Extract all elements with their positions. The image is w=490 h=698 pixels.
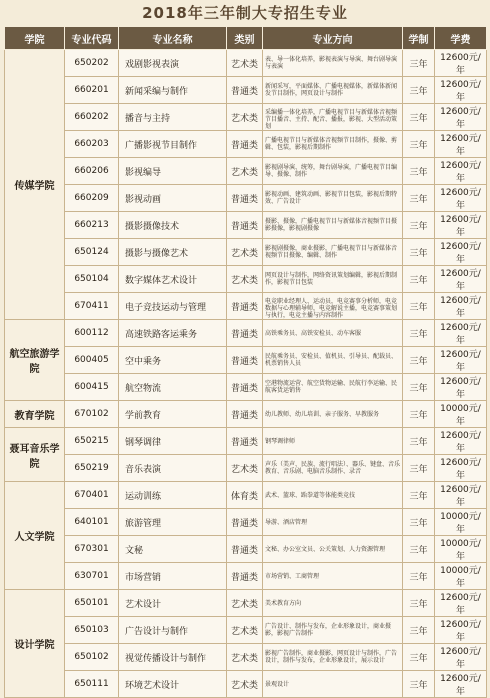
major-name: 影视编导 (119, 158, 227, 185)
major-code: 640101 (65, 509, 119, 536)
header-category: 类别 (227, 27, 263, 50)
major-duration: 三年 (403, 293, 435, 320)
tuition-fee: 12600元/年 (435, 374, 487, 401)
major-direction-cell (263, 401, 403, 428)
major-duration: 三年 (403, 320, 435, 347)
major-code: 660209 (65, 185, 119, 212)
table-row (5, 77, 487, 104)
tuition-fee: 12600元/年 (435, 590, 487, 617)
tuition-fee: 12600元/年 (435, 455, 487, 482)
major-code: 650202 (65, 50, 119, 77)
major-direction-cell (263, 104, 403, 131)
tuition-fee: 12600元/年 (435, 239, 487, 266)
major-code: 660202 (65, 104, 119, 131)
table-row (5, 536, 487, 563)
tuition-fee: 12600元/年 (435, 644, 487, 671)
tuition-fee: 10000元/年 (435, 536, 487, 563)
major-category: 普通类 (227, 77, 263, 104)
header-duration: 学制 (403, 27, 435, 50)
tuition-fee: 12600元/年 (435, 266, 487, 293)
header-code: 专业代码 (65, 27, 119, 50)
major-code: 650103 (65, 617, 119, 644)
major-name: 数字媒体艺术设计 (119, 266, 227, 293)
major-direction-cell (263, 644, 403, 671)
tuition-fee: 12600元/年 (435, 185, 487, 212)
major-direction-cell (263, 482, 403, 509)
major-direction-cell (263, 320, 403, 347)
table-row (5, 671, 487, 698)
tuition-fee: 12600元/年 (435, 428, 487, 455)
major-direction: 摄影、摄像，广播电视节目与新媒体音视频节目摄影摄像，影视剧摄像 (265, 218, 398, 232)
major-category: 艺术类 (227, 455, 263, 482)
table-row (5, 590, 487, 617)
major-code: 600112 (65, 320, 119, 347)
table-row (5, 347, 487, 374)
major-duration: 三年 (403, 131, 435, 158)
major-code: 650215 (65, 428, 119, 455)
major-category: 普通类 (227, 536, 263, 563)
major-name: 影视动画 (119, 185, 227, 212)
major-category: 普通类 (227, 131, 263, 158)
major-direction: 广告设计、制作与发布，企业形象设计，商业摄影，影视广告制作 (265, 623, 392, 637)
major-direction: 电竞职业经理人、运动员，电竞赛事分析师，电竞数据与心理辅导师，电竞解说主播，电竞赛事策划与执行，电竞主播与内容制作 (265, 298, 398, 319)
major-direction-cell (263, 293, 403, 320)
major-duration: 三年 (403, 536, 435, 563)
college-name: 航空旅游学院 (5, 320, 65, 401)
table-row (5, 104, 487, 131)
major-direction: 影视剧导演、统筹，舞台剧导演，广播电视节目编导、摄像、制作 (265, 164, 398, 178)
major-code: 650104 (65, 266, 119, 293)
major-category: 艺术类 (227, 266, 263, 293)
college-name: 设计学院 (5, 590, 65, 698)
major-duration: 三年 (403, 185, 435, 212)
major-category: 艺术类 (227, 50, 263, 77)
major-category: 体育类 (227, 482, 263, 509)
major-category: 艺术类 (227, 590, 263, 617)
table-row (5, 212, 487, 239)
major-direction: 导游、酒店管理 (265, 518, 308, 526)
major-name: 摄影摄像技术 (119, 212, 227, 239)
major-direction: 广播电视节目与新媒体音视频节目制作，摄像、剪辑、包装，影视后期制作 (265, 137, 398, 151)
major-category: 普通类 (227, 320, 263, 347)
table-row (5, 320, 487, 347)
major-code: 660203 (65, 131, 119, 158)
major-duration: 三年 (403, 563, 435, 590)
major-name: 广告设计与制作 (119, 617, 227, 644)
major-name: 艺术设计 (119, 590, 227, 617)
major-direction: 影视广告制作，商业摄影，网页设计与制作，广告设计，制作与发布，企业形象设计，展示设计 (265, 650, 398, 664)
major-duration: 三年 (403, 590, 435, 617)
major-direction-cell (263, 50, 403, 77)
major-direction: 声乐（美声、民族、流行唱法）、器乐、键盘、音乐教育、音乐剧、电脑音乐制作、录音 (265, 461, 401, 475)
major-code: 670102 (65, 401, 119, 428)
major-direction-cell (263, 374, 403, 401)
major-duration: 三年 (403, 104, 435, 131)
tuition-fee: 12600元/年 (435, 50, 487, 77)
major-name: 电子竞技运动与管理 (119, 293, 227, 320)
major-category: 普通类 (227, 401, 263, 428)
college-name: 聂耳音乐学院 (5, 428, 65, 482)
major-direction-cell (263, 77, 403, 104)
major-name: 旅游管理 (119, 509, 227, 536)
college-name: 人文学院 (5, 482, 65, 590)
major-duration: 三年 (403, 401, 435, 428)
table-row (5, 50, 487, 77)
major-direction-cell (263, 266, 403, 293)
major-category: 艺术类 (227, 644, 263, 671)
major-name: 文秘 (119, 536, 227, 563)
tuition-fee: 10000元/年 (435, 401, 487, 428)
table-row (5, 239, 487, 266)
major-duration: 三年 (403, 77, 435, 104)
tuition-fee: 10000元/年 (435, 509, 487, 536)
tuition-fee: 12600元/年 (435, 293, 487, 320)
major-name: 戏剧影视表演 (119, 50, 227, 77)
major-duration: 三年 (403, 617, 435, 644)
header-major: 专业名称 (119, 27, 227, 50)
major-category: 普通类 (227, 212, 263, 239)
major-direction: 民航乘务员、安检员、值机员、引导员、配载员、机票销售人员 (265, 353, 398, 367)
major-code: 650101 (65, 590, 119, 617)
major-direction: 市场营销、工商管理 (265, 572, 320, 580)
table-row (5, 428, 487, 455)
major-duration: 三年 (403, 455, 435, 482)
major-direction-cell (263, 455, 403, 482)
major-name: 环境艺术设计 (119, 671, 227, 698)
major-category: 普通类 (227, 293, 263, 320)
major-duration: 三年 (403, 671, 435, 698)
major-direction-cell (263, 239, 403, 266)
major-category: 普通类 (227, 563, 263, 590)
major-duration: 三年 (403, 266, 435, 293)
major-direction-cell (263, 131, 403, 158)
major-direction-cell (263, 563, 403, 590)
major-direction: 高铁乘务员、高铁安检员、动车客服 (265, 329, 362, 337)
header-fee: 学费 (435, 27, 487, 50)
major-category: 艺术类 (227, 239, 263, 266)
tuition-fee: 12600元/年 (435, 617, 487, 644)
major-code: 650102 (65, 644, 119, 671)
major-duration: 三年 (403, 50, 435, 77)
major-name: 音乐表演 (119, 455, 227, 482)
major-name: 视觉传播设计与制作 (119, 644, 227, 671)
major-duration: 三年 (403, 644, 435, 671)
major-direction: 空港物流运营、航空货物运输、民航行李运输、民航客货运销售 (265, 380, 398, 394)
major-category: 艺术类 (227, 158, 263, 185)
major-direction-cell (263, 347, 403, 374)
major-direction: 采编播一体化培养，广播电视节目与新媒体音视频节目播音、主持、配音、播报，影视、大型活动策划 (265, 109, 398, 130)
major-code: 650124 (65, 239, 119, 266)
major-name: 摄影与摄像艺术 (119, 239, 227, 266)
major-category: 艺术类 (227, 104, 263, 131)
table-row (5, 293, 487, 320)
major-category: 普通类 (227, 185, 263, 212)
major-category: 普通类 (227, 428, 263, 455)
page-title: 2018年三年制大专招生专业 (142, 4, 348, 22)
major-code: 670411 (65, 293, 119, 320)
major-duration: 三年 (403, 509, 435, 536)
tuition-fee: 12600元/年 (435, 77, 487, 104)
major-duration: 三年 (403, 374, 435, 401)
major-code: 660206 (65, 158, 119, 185)
table-row (5, 455, 487, 482)
tuition-fee: 10000元/年 (435, 563, 487, 590)
major-name: 钢琴调律 (119, 428, 227, 455)
table-row (5, 644, 487, 671)
major-code: 670401 (65, 482, 119, 509)
major-name: 市场营销 (119, 563, 227, 590)
major-code: 650111 (65, 671, 119, 698)
major-direction-cell (263, 185, 403, 212)
major-direction-cell (263, 212, 403, 239)
major-code: 660201 (65, 77, 119, 104)
table-row (5, 509, 487, 536)
table-row (5, 158, 487, 185)
major-name: 新闻采编与制作 (119, 77, 227, 104)
major-name: 高速铁路客运乘务 (119, 320, 227, 347)
major-category: 普通类 (227, 509, 263, 536)
major-direction: 景观设计 (265, 680, 290, 688)
major-duration: 三年 (403, 158, 435, 185)
table-row (5, 482, 487, 509)
major-name: 广播影视节目制作 (119, 131, 227, 158)
tuition-fee: 12600元/年 (435, 212, 487, 239)
major-code: 670301 (65, 536, 119, 563)
major-direction: 武术、篮球、跆拳道等体能类竞技 (265, 491, 356, 499)
major-direction: 网页设计与制作，网络资讯策划编辑，影视后期制作，影视节目包装 (265, 272, 398, 286)
tuition-fee: 12600元/年 (435, 104, 487, 131)
major-name: 运动训练 (119, 482, 227, 509)
major-category: 艺术类 (227, 617, 263, 644)
major-direction: 影视动画、建筑动画、影视节目包装，影视后期特效、广告设计 (265, 191, 398, 205)
major-direction: 影视剧摄像，商业摄影，广播电视节目与新媒体音视频节目摄像、编辑、制作 (265, 245, 398, 259)
major-code: 600415 (65, 374, 119, 401)
major-direction: 文秘、办公室文员、公关策划、人力资源管理 (265, 545, 386, 553)
major-code: 660213 (65, 212, 119, 239)
major-category: 艺术类 (227, 671, 263, 698)
major-direction-cell (263, 617, 403, 644)
major-duration: 三年 (403, 212, 435, 239)
major-direction-cell (263, 158, 403, 185)
major-direction: 表、导一体化培养，影视表演与导演、舞台剧导演与表演 (265, 56, 398, 70)
major-duration: 三年 (403, 347, 435, 374)
majors-table (4, 26, 487, 698)
major-direction-cell (263, 590, 403, 617)
table-row (5, 185, 487, 212)
major-direction: 幼儿教师、幼儿培训、亲子服务、早教服务 (265, 410, 380, 418)
table-row (5, 617, 487, 644)
major-direction-cell (263, 509, 403, 536)
tuition-fee: 12600元/年 (435, 158, 487, 185)
tuition-fee: 12600元/年 (435, 347, 487, 374)
table-body (5, 50, 487, 698)
major-name: 学前教育 (119, 401, 227, 428)
major-duration: 三年 (403, 482, 435, 509)
major-category: 普通类 (227, 347, 263, 374)
header-college: 学院 (5, 27, 65, 50)
major-duration: 三年 (403, 239, 435, 266)
major-category: 普通类 (227, 374, 263, 401)
tuition-fee: 12600元/年 (435, 482, 487, 509)
college-name: 教育学院 (5, 401, 65, 428)
major-code: 600405 (65, 347, 119, 374)
table-row (5, 401, 487, 428)
major-direction: 美术教育方向 (265, 599, 302, 607)
major-direction-cell (263, 671, 403, 698)
major-direction-cell (263, 428, 403, 455)
college-name: 传媒学院 (5, 50, 65, 320)
table-row (5, 266, 487, 293)
major-direction-cell (263, 536, 403, 563)
major-code: 650219 (65, 455, 119, 482)
major-direction: 钢琴调律师 (265, 437, 296, 445)
table-row (5, 131, 487, 158)
major-duration: 三年 (403, 428, 435, 455)
major-code: 630701 (65, 563, 119, 590)
major-name: 航空物流 (119, 374, 227, 401)
tuition-fee: 12600元/年 (435, 320, 487, 347)
tuition-fee: 12600元/年 (435, 671, 487, 698)
major-direction: 新闻采写，平面媒体、广播电视媒体，新媒体新闻发节目制作，网页设计与制作 (265, 83, 398, 97)
table-row (5, 563, 487, 590)
table-header-row (5, 27, 487, 50)
major-name: 空中乘务 (119, 347, 227, 374)
tuition-fee: 12600元/年 (435, 131, 487, 158)
major-name: 播音与主持 (119, 104, 227, 131)
header-direction: 专业方向 (263, 27, 403, 50)
table-row (5, 374, 487, 401)
